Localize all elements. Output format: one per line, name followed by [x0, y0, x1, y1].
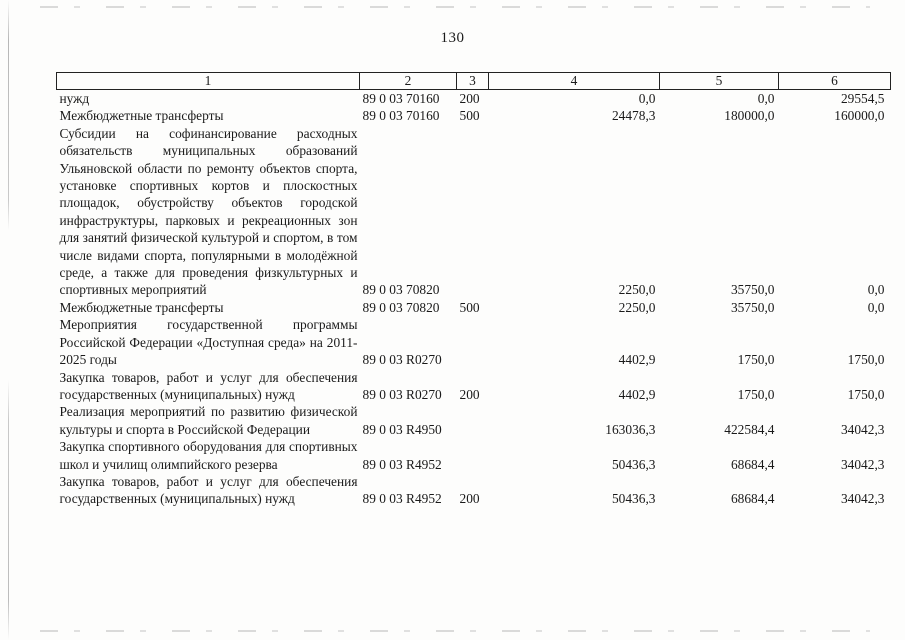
row-code: 89 0 03 R0270 — [362, 386, 442, 402]
row-value-year-2: 35750,0 — [730, 299, 775, 315]
row-value-year-1: 4402,9 — [618, 352, 656, 368]
budget-table — [56, 72, 891, 508]
row-value-year-1: 2250,0 — [618, 282, 656, 298]
row-name: Закупка спортивного оборудования для спортивных школ и училищ олимпийского резерва — [59, 439, 358, 472]
table-row — [57, 403, 891, 438]
row-expense-type — [457, 316, 489, 368]
row-value-year-2: 1750,0 — [737, 352, 775, 368]
table-row — [57, 299, 891, 316]
row-code: 89 0 03 70160 — [362, 108, 440, 124]
row-value-year-1: 163036,3 — [605, 421, 656, 437]
row-value-year-2: 1750,0 — [737, 386, 775, 402]
row-expense-type — [457, 438, 489, 473]
table-row — [57, 90, 891, 108]
row-value-year-1: 2250,0 — [618, 299, 656, 315]
page-number: 130 — [440, 30, 465, 46]
table-row — [57, 107, 891, 124]
row-expense-type: 200 — [459, 491, 480, 507]
header-col-1: 1 — [57, 73, 360, 90]
row-name: Межбюджетные трансферты — [59, 108, 224, 124]
table-row — [57, 125, 891, 299]
header-col-5: 5 — [660, 73, 779, 90]
scan-bottom-noise — [40, 630, 870, 632]
row-value-year-1: 0,0 — [638, 91, 656, 106]
row-name: нужд — [59, 91, 90, 106]
row-code: 89 0 03 70820 — [362, 299, 440, 315]
row-expense-type: 200 — [459, 91, 480, 106]
row-code: 89 0 03 70820 — [362, 282, 440, 298]
row-value-year-3: 160000,0 — [834, 108, 885, 124]
table-row — [57, 438, 891, 473]
row-value-year-2: 0,0 — [757, 91, 775, 106]
row-value-year-3: 29554,5 — [840, 91, 885, 106]
row-code: 89 0 03 70160 — [362, 91, 440, 106]
row-value-year-2: 68684,4 — [730, 456, 775, 472]
header-col-2: 2 — [360, 73, 457, 90]
row-code: 89 0 03 R4952 — [362, 456, 442, 472]
row-value-year-3: 34042,3 — [840, 456, 885, 472]
row-name: Субсидии на софинансирование расходных обязательств муниципальных образований Ульяновской области по ремонту объектов спорта, установке спортивных кортов и плоскостных площадок, обустройству объектов городской инфраструктуры, парковых и рекреационных зон для занятий физической культурой и спортом, в том числе видами спорта, популярными в молодёжной среде, а также для проведения физкультурных и спортивных мероприятий — [59, 125, 358, 298]
row-code: 89 0 03 R4952 — [362, 491, 442, 507]
row-value-year-3: 1750,0 — [847, 352, 885, 368]
row-value-year-1: 50436,3 — [611, 456, 656, 472]
row-value-year-1: 50436,3 — [611, 491, 656, 507]
row-expense-type — [457, 125, 489, 299]
header-col-3: 3 — [457, 73, 489, 90]
table-row — [57, 473, 891, 508]
row-value-year-3: 34042,3 — [840, 491, 885, 507]
header-col-4: 4 — [489, 73, 660, 90]
row-name: Межбюджетные трансферты — [59, 299, 224, 315]
table-row — [57, 316, 891, 368]
row-value-year-3: 0,0 — [867, 299, 885, 315]
row-value-year-2: 68684,4 — [730, 491, 775, 507]
row-value-year-2: 180000,0 — [724, 108, 775, 124]
row-value-year-1: 4402,9 — [618, 386, 656, 402]
row-value-year-1: 24478,3 — [611, 108, 656, 124]
row-code: 89 0 03 R4950 — [362, 421, 442, 437]
table-header-row — [57, 73, 891, 90]
row-name: Закупка товаров, работ и услуг для обеспечения государственных (муниципальных) нужд — [59, 369, 358, 402]
row-name: Закупка товаров, работ и услуг для обеспечения государственных (муниципальных) нужд — [59, 473, 358, 507]
row-name: Мероприятия государственной программы Российской Федерации «Доступная среда» на 2011-2025 годы — [59, 317, 358, 368]
row-value-year-3: 0,0 — [867, 282, 885, 298]
row-code: 89 0 03 R0270 — [362, 352, 442, 368]
scan-top-noise — [40, 6, 870, 8]
row-value-year-2: 35750,0 — [730, 282, 775, 298]
row-value-year-3: 34042,3 — [840, 421, 885, 437]
row-name: Реализация мероприятий по развитию физической культуры и спорта в Российской Федерации — [59, 404, 358, 437]
row-expense-type: 500 — [459, 108, 480, 124]
table-row — [57, 369, 891, 404]
row-expense-type — [457, 403, 489, 438]
row-expense-type: 200 — [459, 386, 480, 402]
row-value-year-2: 422584,4 — [724, 421, 775, 437]
row-value-year-3: 1750,0 — [847, 386, 885, 402]
header-col-6: 6 — [779, 73, 891, 90]
row-expense-type: 500 — [459, 299, 480, 315]
scan-edge-shadow — [8, 0, 9, 640]
